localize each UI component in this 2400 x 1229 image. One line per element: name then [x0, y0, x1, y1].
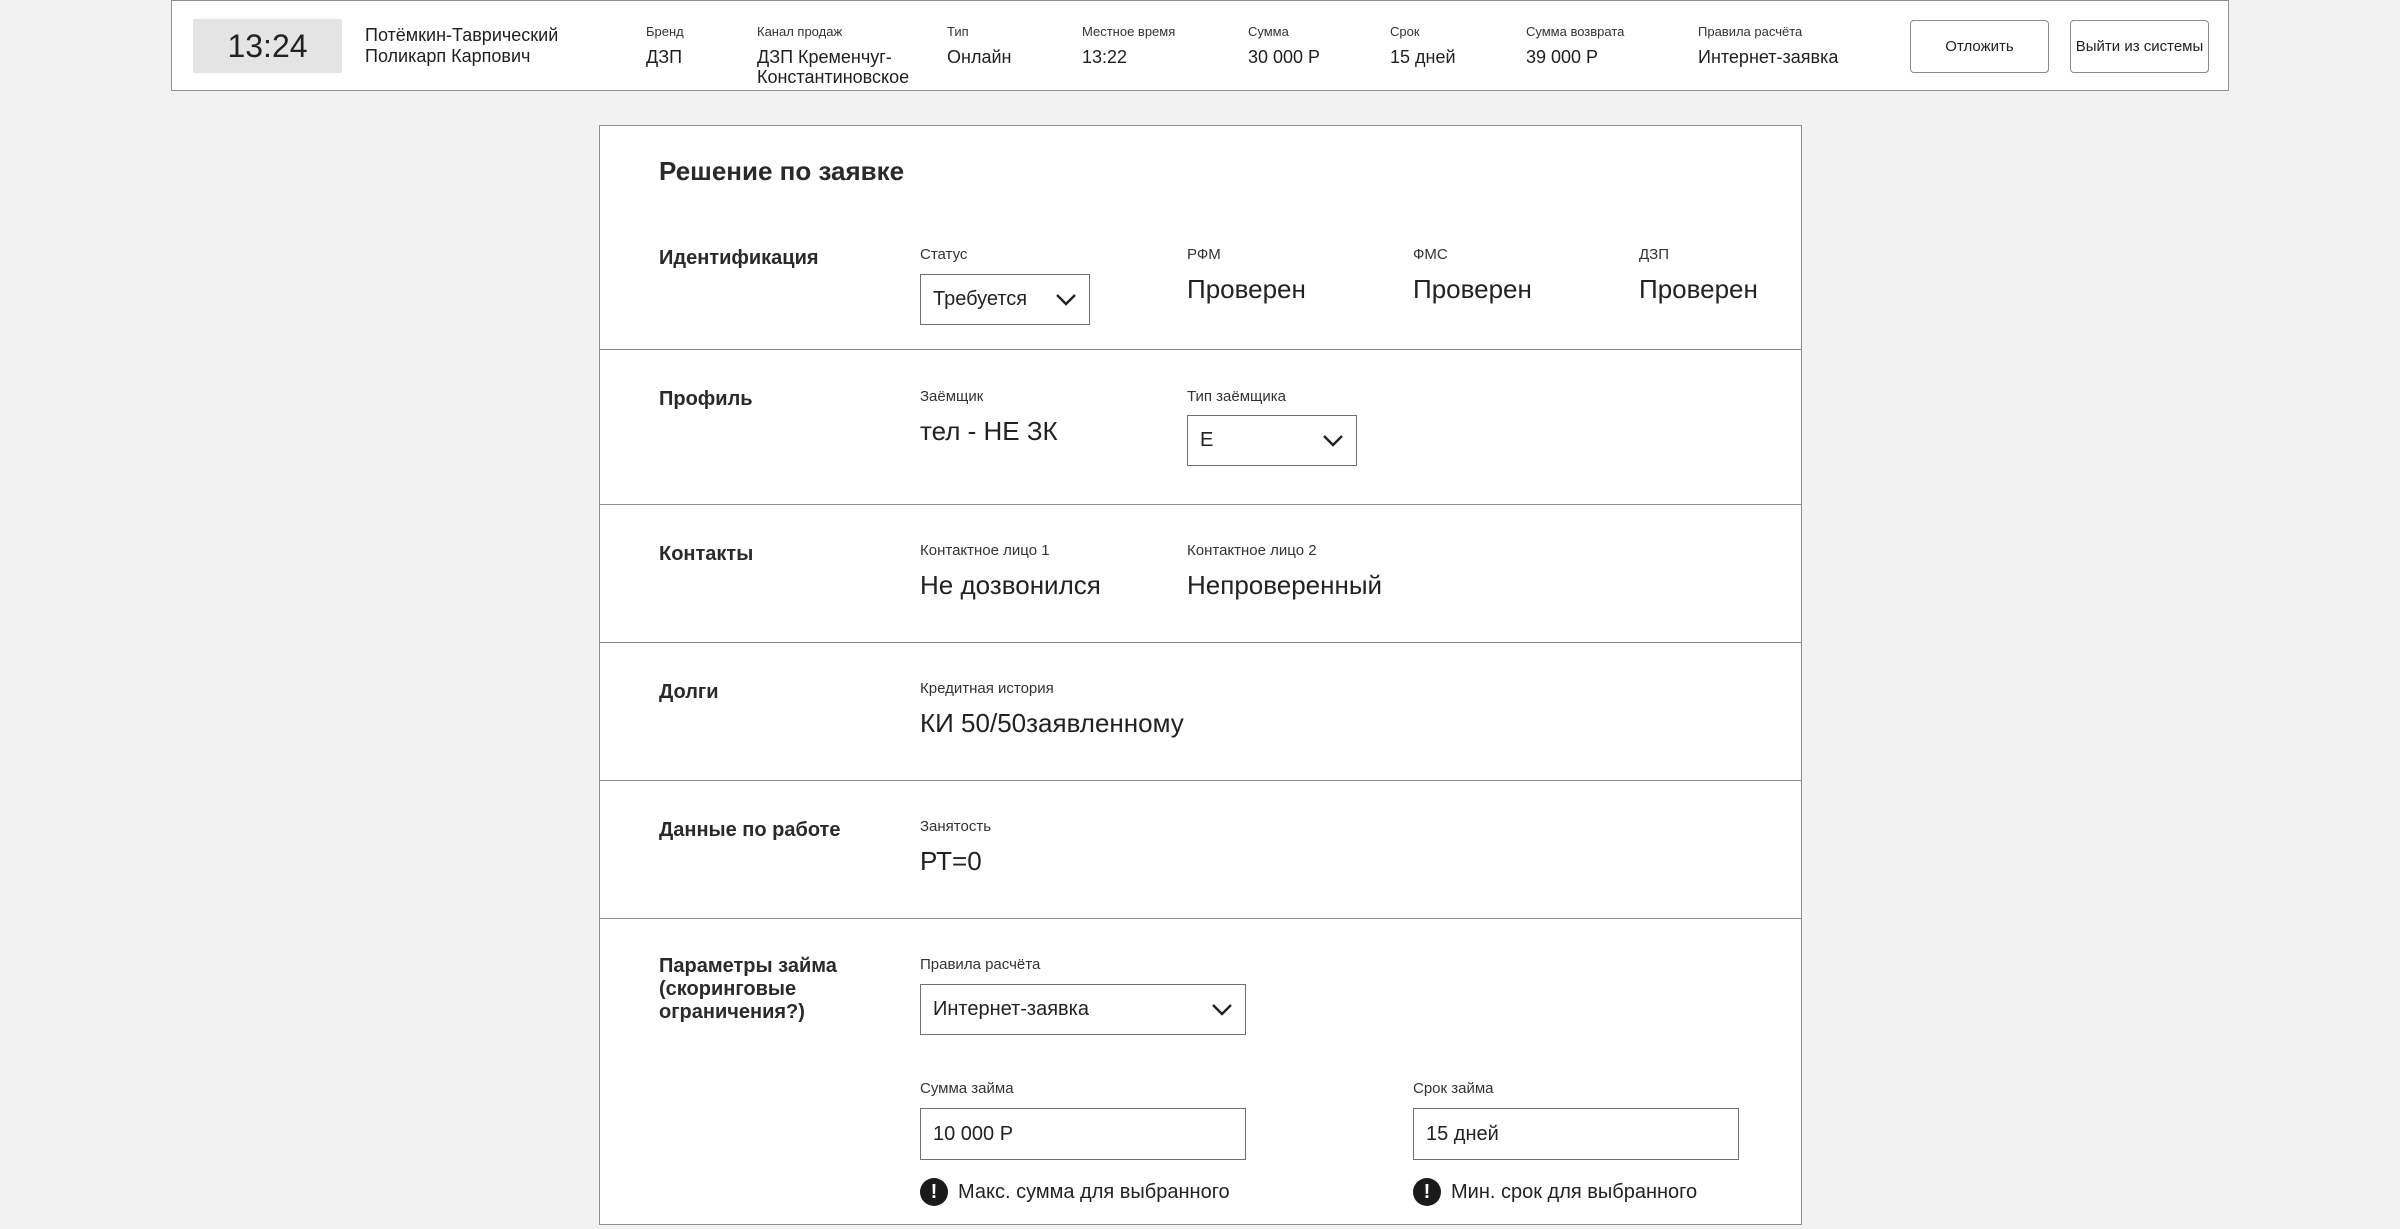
- chevron-down-icon: [1211, 1003, 1233, 1017]
- sum-field: [1248, 23, 1320, 67]
- work-section: [600, 781, 1801, 919]
- exclamation-icon: !: [1413, 1178, 1441, 1206]
- exclamation-icon: !: [920, 1178, 948, 1206]
- loan-params-section: [600, 919, 1801, 1229]
- loan-amount-warning-text: Макс. сумма для выбранного: [958, 1180, 1230, 1203]
- employment-field: [920, 818, 991, 876]
- loan-params-title-line1: Параметры займа: [659, 955, 837, 977]
- brand-value: ДЗП: [646, 47, 682, 67]
- loan-term-input[interactable]: [1413, 1108, 1739, 1160]
- sales-channel-value-line2: Константиновское: [757, 67, 910, 87]
- loan-rules-select-value: Интернет-заявка: [933, 998, 1089, 1020]
- borrower-type-select-value: Е: [1200, 429, 1214, 451]
- rfm-label: РФМ: [1187, 246, 1221, 263]
- borrower-type-label: Тип заёмщика: [1187, 388, 1287, 405]
- fms-value: Проверен: [1413, 274, 1532, 304]
- rfm-value: Проверен: [1187, 274, 1306, 304]
- status-label: Статус: [920, 246, 968, 263]
- return-sum-field: [1526, 23, 1624, 67]
- type-field: [947, 23, 1011, 67]
- sum-value: 30 000 Р: [1248, 47, 1321, 67]
- postpone-button[interactable]: Отложить: [1910, 20, 2049, 73]
- loan-term-label: Срок займа: [1413, 1080, 1494, 1097]
- loan-params-title: [659, 955, 837, 1024]
- rfm-field: [1187, 246, 1306, 304]
- logout-button[interactable]: Выйти из системы: [2070, 20, 2209, 73]
- term-field: [1390, 23, 1456, 67]
- loan-amount-input[interactable]: [920, 1108, 1246, 1160]
- sales-channel-label: Канал продаж: [757, 24, 843, 39]
- borrower-type-field: [1187, 388, 1286, 406]
- dzp-label: ДЗП: [1639, 246, 1669, 263]
- borrower-type-select[interactable]: [1187, 415, 1357, 466]
- borrower-label: Заёмщик: [920, 388, 984, 405]
- application-decision-card: [599, 125, 1802, 1225]
- borrower-field: [920, 388, 1058, 446]
- sales-channel-field: [757, 23, 909, 87]
- loan-amount-warning: [920, 1178, 1230, 1206]
- loan-rules-field: [920, 956, 1040, 974]
- contact2-value: Непроверенный: [1187, 570, 1383, 600]
- return-sum-value: 39 000 Р: [1526, 47, 1599, 67]
- calc-rules-field: [1698, 23, 1838, 67]
- status-select-value: Требуется: [933, 288, 1028, 310]
- sum-label: Сумма: [1248, 24, 1289, 39]
- contact2-label: Контактное лицо 2: [1187, 542, 1317, 559]
- type-value: Онлайн: [947, 47, 1012, 67]
- calc-rules-label: Правила расчёта: [1698, 24, 1803, 39]
- brand-field: [646, 23, 684, 67]
- loan-amount-field: [920, 1080, 1014, 1098]
- term-value: 15 дней: [1390, 47, 1456, 67]
- client-name-line1: Потёмкин-Таврический: [365, 25, 559, 45]
- loan-amount-label: Сумма займа: [920, 1080, 1014, 1097]
- profile-title: Профиль: [659, 388, 753, 410]
- calc-rules-value: Интернет-заявка: [1698, 47, 1839, 67]
- employment-value: РТ=0: [920, 846, 982, 876]
- client-name-line2: Поликарп Карпович: [365, 46, 531, 66]
- contacts-title: Контакты: [659, 543, 754, 565]
- status-field: [920, 246, 967, 264]
- loan-params-title-line3: ограничения?): [659, 1001, 805, 1023]
- debts-title: Долги: [659, 681, 719, 703]
- loan-params-title-line2: (скоринговые: [659, 978, 797, 1000]
- type-label: Тип: [947, 24, 969, 39]
- chevron-down-icon: [1322, 434, 1344, 448]
- loan-rules-label: Правила расчёта: [920, 956, 1041, 973]
- contact2-field: [1187, 542, 1382, 600]
- local-time-value: 13:22: [1082, 47, 1128, 67]
- sales-channel-value: ДЗП Кременчуг-: [757, 47, 892, 67]
- return-sum-label: Сумма возврата: [1526, 24, 1625, 39]
- contact1-value: Не дозвонился: [920, 570, 1101, 600]
- contact1-field: [920, 542, 1101, 600]
- session-timer: 13:24: [193, 19, 342, 73]
- top-header-bar: [171, 0, 2229, 91]
- chevron-down-icon: [1055, 293, 1077, 307]
- term-label: Срок: [1390, 24, 1420, 39]
- loan-term-field: [1413, 1080, 1494, 1098]
- credit-history-value: КИ 50/50заявленному: [920, 708, 1184, 738]
- identification-section: [600, 126, 1801, 350]
- identification-title: Идентификация: [659, 247, 819, 269]
- loan-rules-select[interactable]: [920, 984, 1246, 1035]
- dzp-field: [1639, 246, 1758, 304]
- fms-field: [1413, 246, 1532, 304]
- local-time-label: Местное время: [1082, 24, 1176, 39]
- contacts-section: [600, 505, 1801, 643]
- profile-section: [600, 350, 1801, 505]
- credit-history-field: [920, 680, 1184, 738]
- borrower-value: тел - НЕ ЗК: [920, 416, 1058, 446]
- contact1-label: Контактное лицо 1: [920, 542, 1050, 559]
- dzp-value: Проверен: [1639, 274, 1758, 304]
- debts-section: [600, 643, 1801, 781]
- local-time-field: [1082, 23, 1175, 67]
- work-title: Данные по работе: [659, 819, 841, 841]
- loan-term-warning-text: Мин. срок для выбранного: [1451, 1180, 1698, 1203]
- brand-label: Бренд: [646, 24, 684, 39]
- client-name: [365, 25, 565, 67]
- credit-history-label: Кредитная история: [920, 680, 1054, 697]
- status-select[interactable]: [920, 274, 1090, 325]
- loan-term-warning: [1413, 1178, 1697, 1206]
- fms-label: ФМС: [1413, 246, 1448, 263]
- page-title: Решение по заявке: [659, 156, 905, 186]
- employment-label: Занятость: [920, 818, 992, 835]
